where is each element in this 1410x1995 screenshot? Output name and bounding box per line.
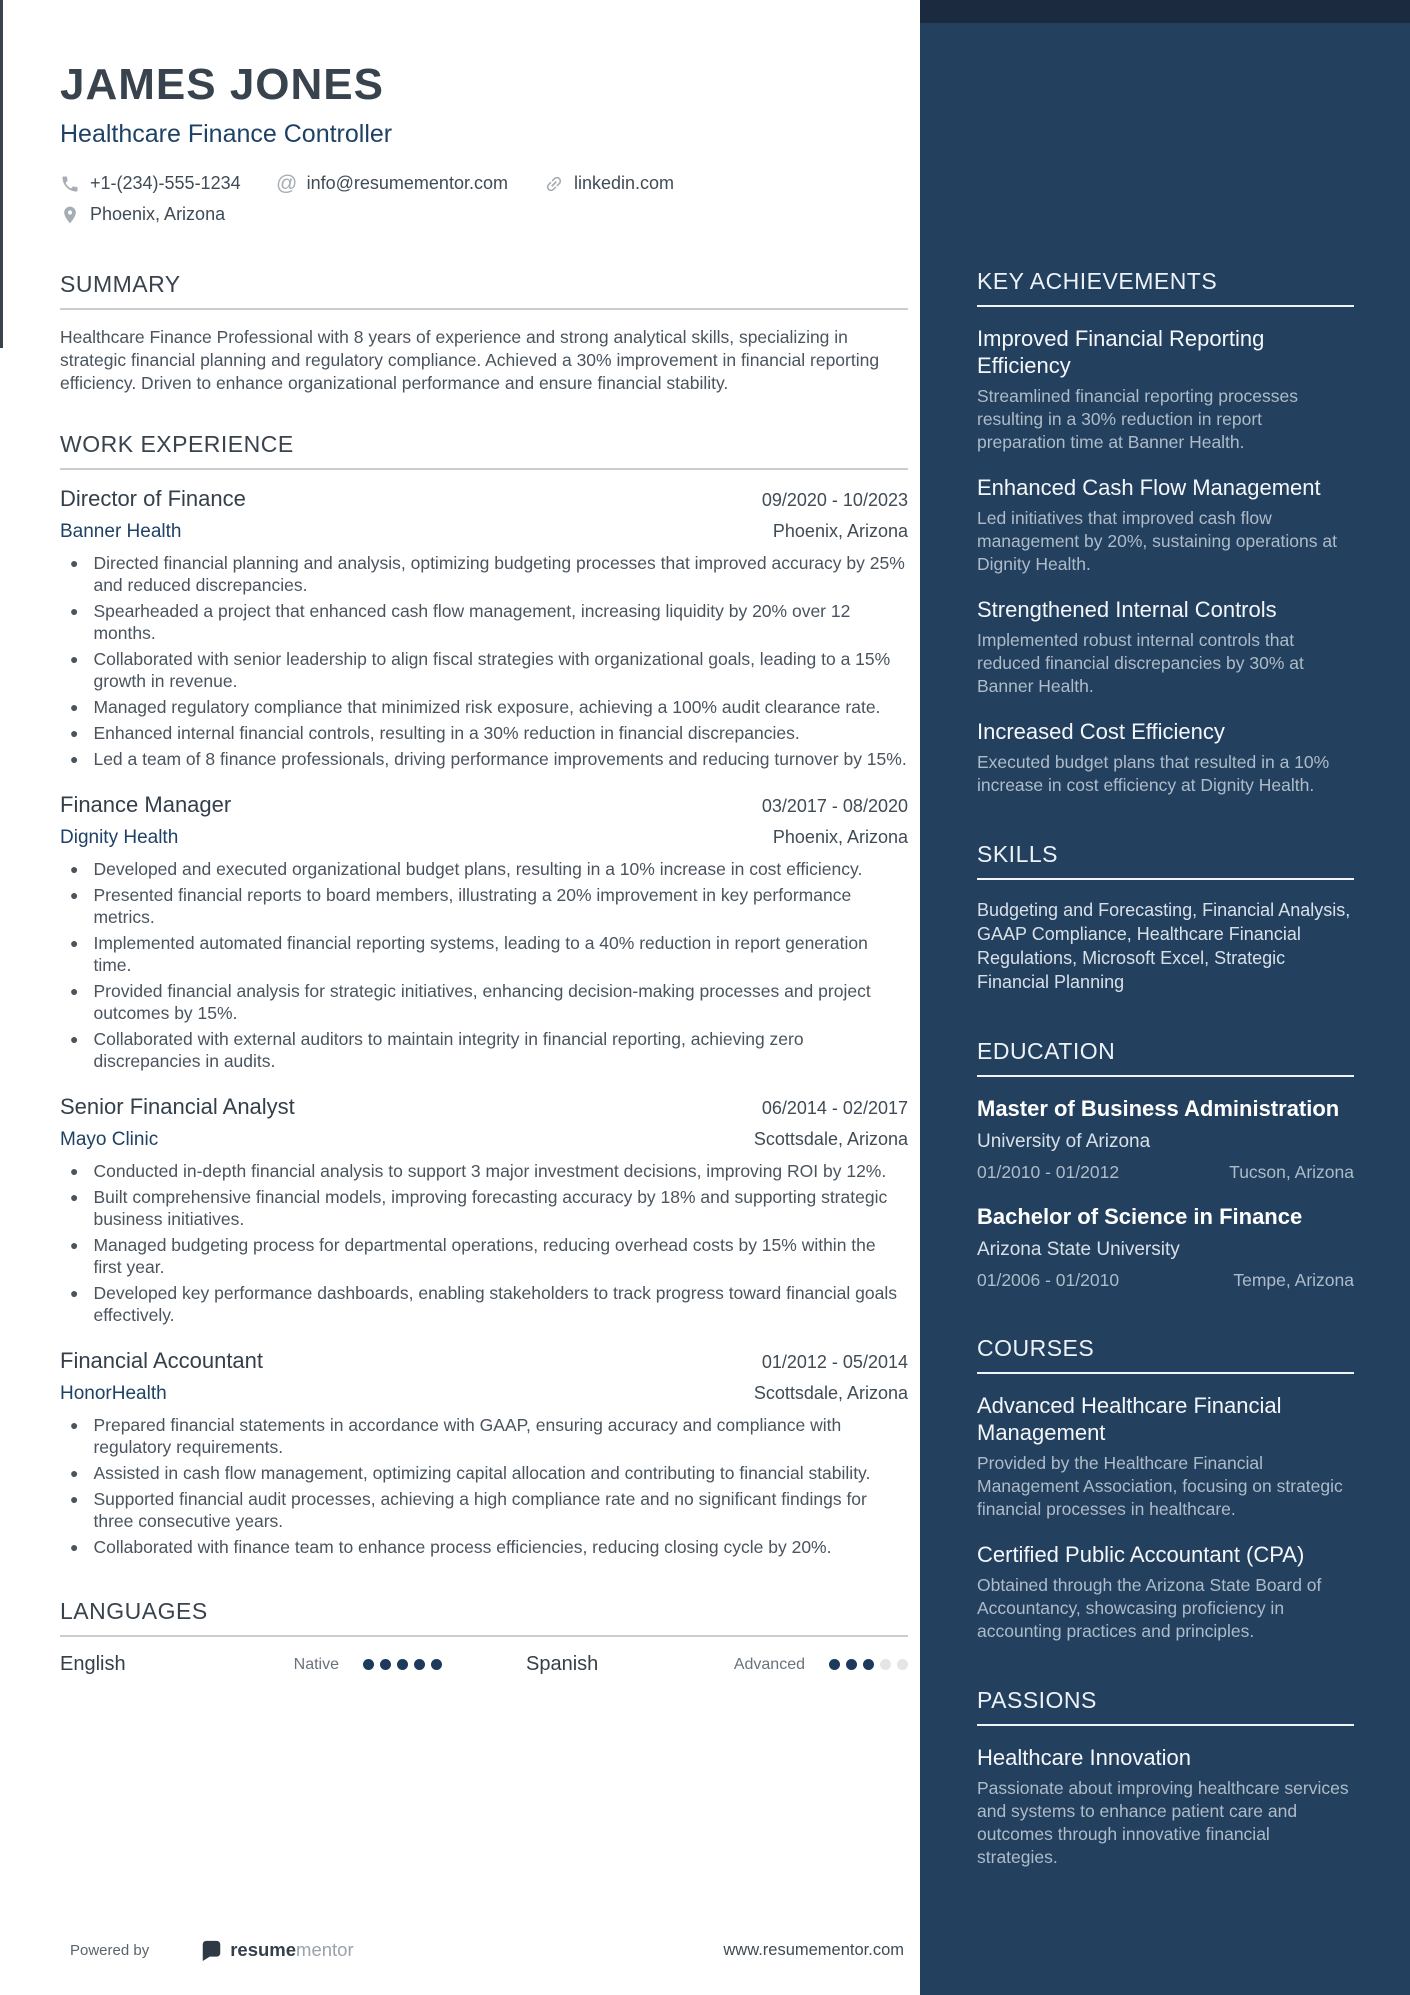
summary-heading: SUMMARY bbox=[60, 271, 181, 298]
bullet-dot-icon: ● bbox=[70, 1539, 79, 1556]
degree-title: Master of Business Administration bbox=[977, 1096, 1340, 1121]
language-name: English bbox=[60, 1653, 126, 1676]
phone-icon bbox=[60, 174, 80, 194]
section-summary bbox=[60, 271, 908, 395]
level-dot-filled bbox=[397, 1659, 408, 1670]
logo-text-light: mentor bbox=[296, 1939, 354, 1960]
bullet-dot-icon: ● bbox=[70, 699, 79, 716]
job-dates: 03/2017 - 08/2020 bbox=[761, 796, 908, 817]
job-dates: 06/2014 - 02/2017 bbox=[761, 1098, 908, 1119]
job-bullet: ● Collaborated with senior leadership to align fiscal strategies with organizational goals, leading to a 15% growth in revenue. bbox=[70, 649, 891, 692]
section-divider bbox=[977, 1372, 1354, 1374]
education-meta bbox=[977, 1270, 1354, 1291]
job-subhead bbox=[60, 521, 908, 543]
section-divider bbox=[977, 1724, 1354, 1726]
job-entry bbox=[60, 792, 908, 1072]
job-title: Senior Financial Analyst bbox=[60, 1094, 295, 1120]
job-location: Phoenix, Arizona bbox=[772, 827, 908, 848]
job-bullet: ● Managed regulatory compliance that minimized risk exposure, achieving a 100% audit clearance rate. bbox=[70, 697, 881, 718]
bullet-dot-icon: ● bbox=[70, 1189, 79, 1206]
summary-text: Healthcare Finance Professional with 8 years of experience and strong analytical skills, specializing in strategic financial planning and regulatory compliance. Achieved a 30% improvement in financial reporting efficiency. Driven to enhance organizational performance and ensure financial stability. bbox=[60, 327, 880, 394]
job-dates: 09/2020 - 10/2023 bbox=[761, 490, 908, 511]
level-dot-filled bbox=[380, 1659, 391, 1670]
section-skills bbox=[977, 841, 1354, 994]
job-bullet: ● Developed and executed organizational budget plans, resulting in a 10% increase in cost efficiency. bbox=[70, 859, 863, 880]
phone-number: +1-(234)-555-1234 bbox=[90, 173, 241, 194]
achievement-title: Strengthened Internal Controls bbox=[977, 597, 1277, 622]
job-bullet: ● Implemented automated financial reporting systems, leading to a 40% reduction in report generation time. bbox=[70, 933, 868, 976]
sidebar-top-strip bbox=[920, 0, 1410, 23]
section-courses bbox=[977, 1335, 1354, 1643]
job-bullet: ● Assisted in cash flow management, optimizing capital allocation and contributing to financial stability. bbox=[70, 1463, 871, 1484]
languages-row bbox=[60, 1653, 908, 1676]
education-heading: EDUCATION bbox=[977, 1038, 1116, 1064]
education-item bbox=[977, 1203, 1354, 1291]
achievement-text: Executed budget plans that resulted in a 10% increase in cost efficiency at Dignity Health. bbox=[977, 752, 1330, 795]
achievement-text: Led initiatives that improved cash flow management by 20%, sustaining operations at Dignity Health. bbox=[977, 508, 1337, 574]
course-item bbox=[977, 1541, 1354, 1643]
resumementor-logo bbox=[201, 1939, 353, 1961]
job-company: Dignity Health bbox=[60, 827, 179, 849]
section-divider bbox=[60, 1635, 908, 1637]
bullet-dot-icon: ● bbox=[70, 603, 79, 620]
section-divider bbox=[60, 468, 908, 470]
job-head bbox=[60, 792, 908, 818]
contact-email[interactable] bbox=[277, 173, 508, 194]
contact-row-2 bbox=[60, 204, 908, 225]
section-divider bbox=[977, 305, 1354, 307]
resume-header bbox=[60, 62, 908, 235]
passion-text: Passionate about improving healthcare services and systems to enhance patient care and outcomes through innovative financial strategies. bbox=[977, 1778, 1349, 1867]
passion-title: Healthcare Innovation bbox=[977, 1745, 1192, 1770]
skills-text: Budgeting and Forecasting, Financial Analysis, GAAP Compliance, Healthcare Financial Regulations, Microsoft Excel, Strategic Financial Planning bbox=[977, 900, 1351, 992]
languages-heading: LANGUAGES bbox=[60, 1598, 208, 1625]
course-title: Advanced Healthcare Financial Management bbox=[977, 1393, 1282, 1445]
bullet-dot-icon: ● bbox=[70, 1491, 79, 1508]
education-item bbox=[977, 1095, 1354, 1183]
person-title: Healthcare Finance Controller bbox=[60, 120, 393, 149]
achievement-title: Enhanced Cash Flow Management bbox=[977, 475, 1321, 500]
job-title: Director of Finance bbox=[60, 486, 246, 512]
job-subhead bbox=[60, 827, 908, 849]
degree-title: Bachelor of Science in Finance bbox=[977, 1204, 1303, 1229]
job-bullet: ● Prepared financial statements in accordance with GAAP, ensuring accuracy and compliance with regulatory requirements. bbox=[70, 1415, 842, 1458]
job-title: Finance Manager bbox=[60, 792, 232, 818]
bullet-dot-icon: ● bbox=[70, 1237, 79, 1254]
job-bullet: ● Developed key performance dashboards, enabling stakeholders to track progress toward financial goals effectively. bbox=[70, 1283, 897, 1326]
job-location: Phoenix, Arizona bbox=[772, 521, 908, 542]
logo-text-bold: resume bbox=[230, 1939, 297, 1960]
language-item bbox=[486, 1653, 908, 1676]
powered-by-label: Powered by bbox=[70, 1941, 150, 1959]
level-dot-filled bbox=[829, 1659, 840, 1670]
section-divider bbox=[977, 878, 1354, 880]
pin-icon bbox=[60, 205, 80, 225]
job-bullet: ● Collaborated with finance team to enhance process efficiencies, reducing closing cycle by 20%. bbox=[70, 1537, 832, 1558]
school-name: Arizona State University bbox=[977, 1239, 1180, 1260]
level-dot-filled bbox=[863, 1659, 874, 1670]
job-bullet-list bbox=[60, 552, 908, 770]
job-title: Financial Accountant bbox=[60, 1348, 264, 1374]
bullet-dot-icon: ● bbox=[70, 651, 79, 668]
contact-phone bbox=[60, 173, 241, 194]
page-footer bbox=[60, 1939, 908, 1995]
job-entry bbox=[60, 1094, 908, 1326]
section-key-achievements bbox=[977, 268, 1354, 797]
course-text: Obtained through the Arizona State Board of Accountancy, showcasing proficiency in accounting practices and principles. bbox=[977, 1575, 1322, 1641]
education-location: Tempe, Arizona bbox=[1233, 1270, 1354, 1290]
bullet-dot-icon: ● bbox=[70, 1163, 79, 1180]
education-meta bbox=[977, 1162, 1354, 1183]
work-experience-heading: WORK EXPERIENCE bbox=[60, 431, 294, 458]
achievement-title: Increased Cost Efficiency bbox=[977, 719, 1225, 744]
job-head bbox=[60, 1348, 908, 1374]
bullet-dot-icon: ● bbox=[70, 555, 79, 572]
achievement-item bbox=[977, 718, 1354, 797]
job-subhead bbox=[60, 1129, 908, 1151]
job-bullet-list bbox=[60, 1414, 908, 1558]
bullet-dot-icon: ● bbox=[70, 1285, 79, 1302]
education-dates: 01/2006 - 01/2010 bbox=[977, 1270, 1120, 1290]
job-bullet: ● Conducted in-depth financial analysis to support 3 major investment decisions, improving ROI by 12%. bbox=[70, 1161, 887, 1182]
job-bullet: ● Supported financial audit processes, achieving a high compliance rate and no significant findings for three consecutive years. bbox=[70, 1489, 867, 1532]
job-head bbox=[60, 486, 908, 512]
level-dot-empty bbox=[880, 1659, 891, 1670]
job-bullet: ● Managed budgeting process for departmental operations, reducing overhead costs by 15% within the first year. bbox=[70, 1235, 876, 1278]
section-languages bbox=[60, 1598, 908, 1676]
person-name: JAMES JONES bbox=[60, 60, 384, 109]
website-url[interactable]: www.resumementor.com bbox=[723, 1940, 904, 1959]
job-company: Mayo Clinic bbox=[60, 1129, 159, 1151]
main-column bbox=[60, 0, 908, 1995]
at-icon: @ bbox=[275, 171, 298, 195]
bullet-dot-icon: ● bbox=[70, 1417, 79, 1434]
course-item bbox=[977, 1392, 1354, 1521]
job-bullet: ● Built comprehensive financial models, improving forecasting accuracy by 18% and supporting strategic business initiatives. bbox=[70, 1187, 888, 1230]
job-bullet: ● Enhanced internal financial controls, resulting in a 30% reduction in financial discrepancies. bbox=[70, 723, 800, 744]
language-level-dots bbox=[363, 1659, 442, 1670]
language-level: Advanced bbox=[733, 1655, 805, 1673]
language-level-dots bbox=[829, 1659, 908, 1670]
job-bullet: ● Led a team of 8 finance professionals, driving performance improvements and reducing turnover by 15%. bbox=[70, 749, 907, 770]
level-dot-filled bbox=[846, 1659, 857, 1670]
language-level: Native bbox=[293, 1655, 339, 1673]
achievement-title: Improved Financial Reporting Efficiency bbox=[977, 326, 1265, 378]
bullet-dot-icon: ● bbox=[70, 725, 79, 742]
section-passions bbox=[977, 1687, 1354, 1869]
key-achievements-heading: KEY ACHIEVEMENTS bbox=[977, 268, 1218, 294]
job-bullet: ● Spearheaded a project that enhanced cash flow management, increasing liquidity by 20% over 12 months. bbox=[70, 601, 851, 644]
education-location: Tucson, Arizona bbox=[1229, 1162, 1354, 1182]
job-entry bbox=[60, 1348, 908, 1558]
job-bullet: ● Provided financial analysis for strategic initiatives, enhancing decision-making processes and project outcomes by 15%. bbox=[70, 981, 871, 1024]
job-company: HonorHealth bbox=[60, 1383, 167, 1405]
language-item bbox=[60, 1653, 486, 1676]
courses-heading: COURSES bbox=[977, 1335, 1095, 1361]
job-head bbox=[60, 1094, 908, 1120]
level-dot-filled bbox=[431, 1659, 442, 1670]
job-dates: 01/2012 - 05/2014 bbox=[761, 1352, 908, 1373]
education-dates: 01/2010 - 01/2012 bbox=[977, 1162, 1120, 1182]
achievement-item bbox=[977, 325, 1354, 454]
achievement-item bbox=[977, 596, 1354, 698]
bullet-dot-icon: ● bbox=[70, 983, 79, 1000]
bullet-dot-icon: ● bbox=[70, 751, 79, 768]
bullet-dot-icon: ● bbox=[70, 935, 79, 952]
bullet-dot-icon: ● bbox=[70, 1031, 79, 1048]
contact-row-1 bbox=[60, 173, 908, 194]
location-text: Phoenix, Arizona bbox=[90, 204, 226, 225]
job-location: Scottsdale, Arizona bbox=[753, 1383, 908, 1404]
achievement-text: Streamlined financial reporting processes resulting in a 30% reduction in report preparation time at Banner Health. bbox=[977, 386, 1298, 452]
passion-item bbox=[977, 1744, 1354, 1869]
job-company: Banner Health bbox=[60, 521, 182, 543]
bullet-dot-icon: ● bbox=[70, 861, 79, 878]
achievement-text: Implemented robust internal controls that reduced financial discrepancies by 30% at Banner Health. bbox=[977, 630, 1304, 696]
contact-location bbox=[60, 204, 225, 225]
achievement-item bbox=[977, 474, 1354, 576]
section-divider bbox=[60, 308, 908, 310]
level-dot-empty bbox=[897, 1659, 908, 1670]
bullet-dot-icon: ● bbox=[70, 887, 79, 904]
contact-linkedin[interactable] bbox=[544, 173, 674, 194]
linkedin-url[interactable]: linkedin.com bbox=[573, 173, 675, 194]
passions-heading: PASSIONS bbox=[977, 1687, 1097, 1713]
bullet-dot-icon: ● bbox=[70, 1465, 79, 1482]
job-bullet: ● Collaborated with external auditors to maintain integrity in financial reporting, achieving zero discrepancies in audits. bbox=[70, 1029, 804, 1072]
language-name: Spanish bbox=[526, 1653, 599, 1676]
job-bullet-list bbox=[60, 1160, 908, 1326]
left-edge-accent-bar bbox=[0, 0, 3, 348]
level-dot-filled bbox=[414, 1659, 425, 1670]
level-dot-filled bbox=[363, 1659, 374, 1670]
job-bullet-list bbox=[60, 858, 908, 1072]
job-entry bbox=[60, 486, 908, 770]
section-work-experience bbox=[60, 431, 908, 1562]
logo-icon bbox=[201, 1940, 222, 1961]
link-icon bbox=[540, 170, 568, 198]
email-address[interactable]: info@resumementor.com bbox=[306, 173, 508, 194]
section-education bbox=[977, 1038, 1354, 1291]
course-title: Certified Public Accountant (CPA) bbox=[977, 1542, 1305, 1567]
job-subhead bbox=[60, 1383, 908, 1405]
section-divider bbox=[977, 1075, 1354, 1077]
job-bullet: ● Directed financial planning and analysis, optimizing budgeting processes that improved accuracy by 25% and reduced discrepancies. bbox=[70, 553, 905, 596]
job-bullet: ● Presented financial reports to board members, illustrating a 20% improvement in key performance metrics. bbox=[70, 885, 852, 928]
course-text: Provided by the Healthcare Financial Management Association, focusing on strategic financial processes in healthcare. bbox=[977, 1453, 1343, 1519]
job-location: Scottsdale, Arizona bbox=[753, 1129, 908, 1150]
school-name: University of Arizona bbox=[977, 1131, 1151, 1152]
skills-heading: SKILLS bbox=[977, 841, 1058, 867]
sidebar bbox=[920, 0, 1410, 1995]
